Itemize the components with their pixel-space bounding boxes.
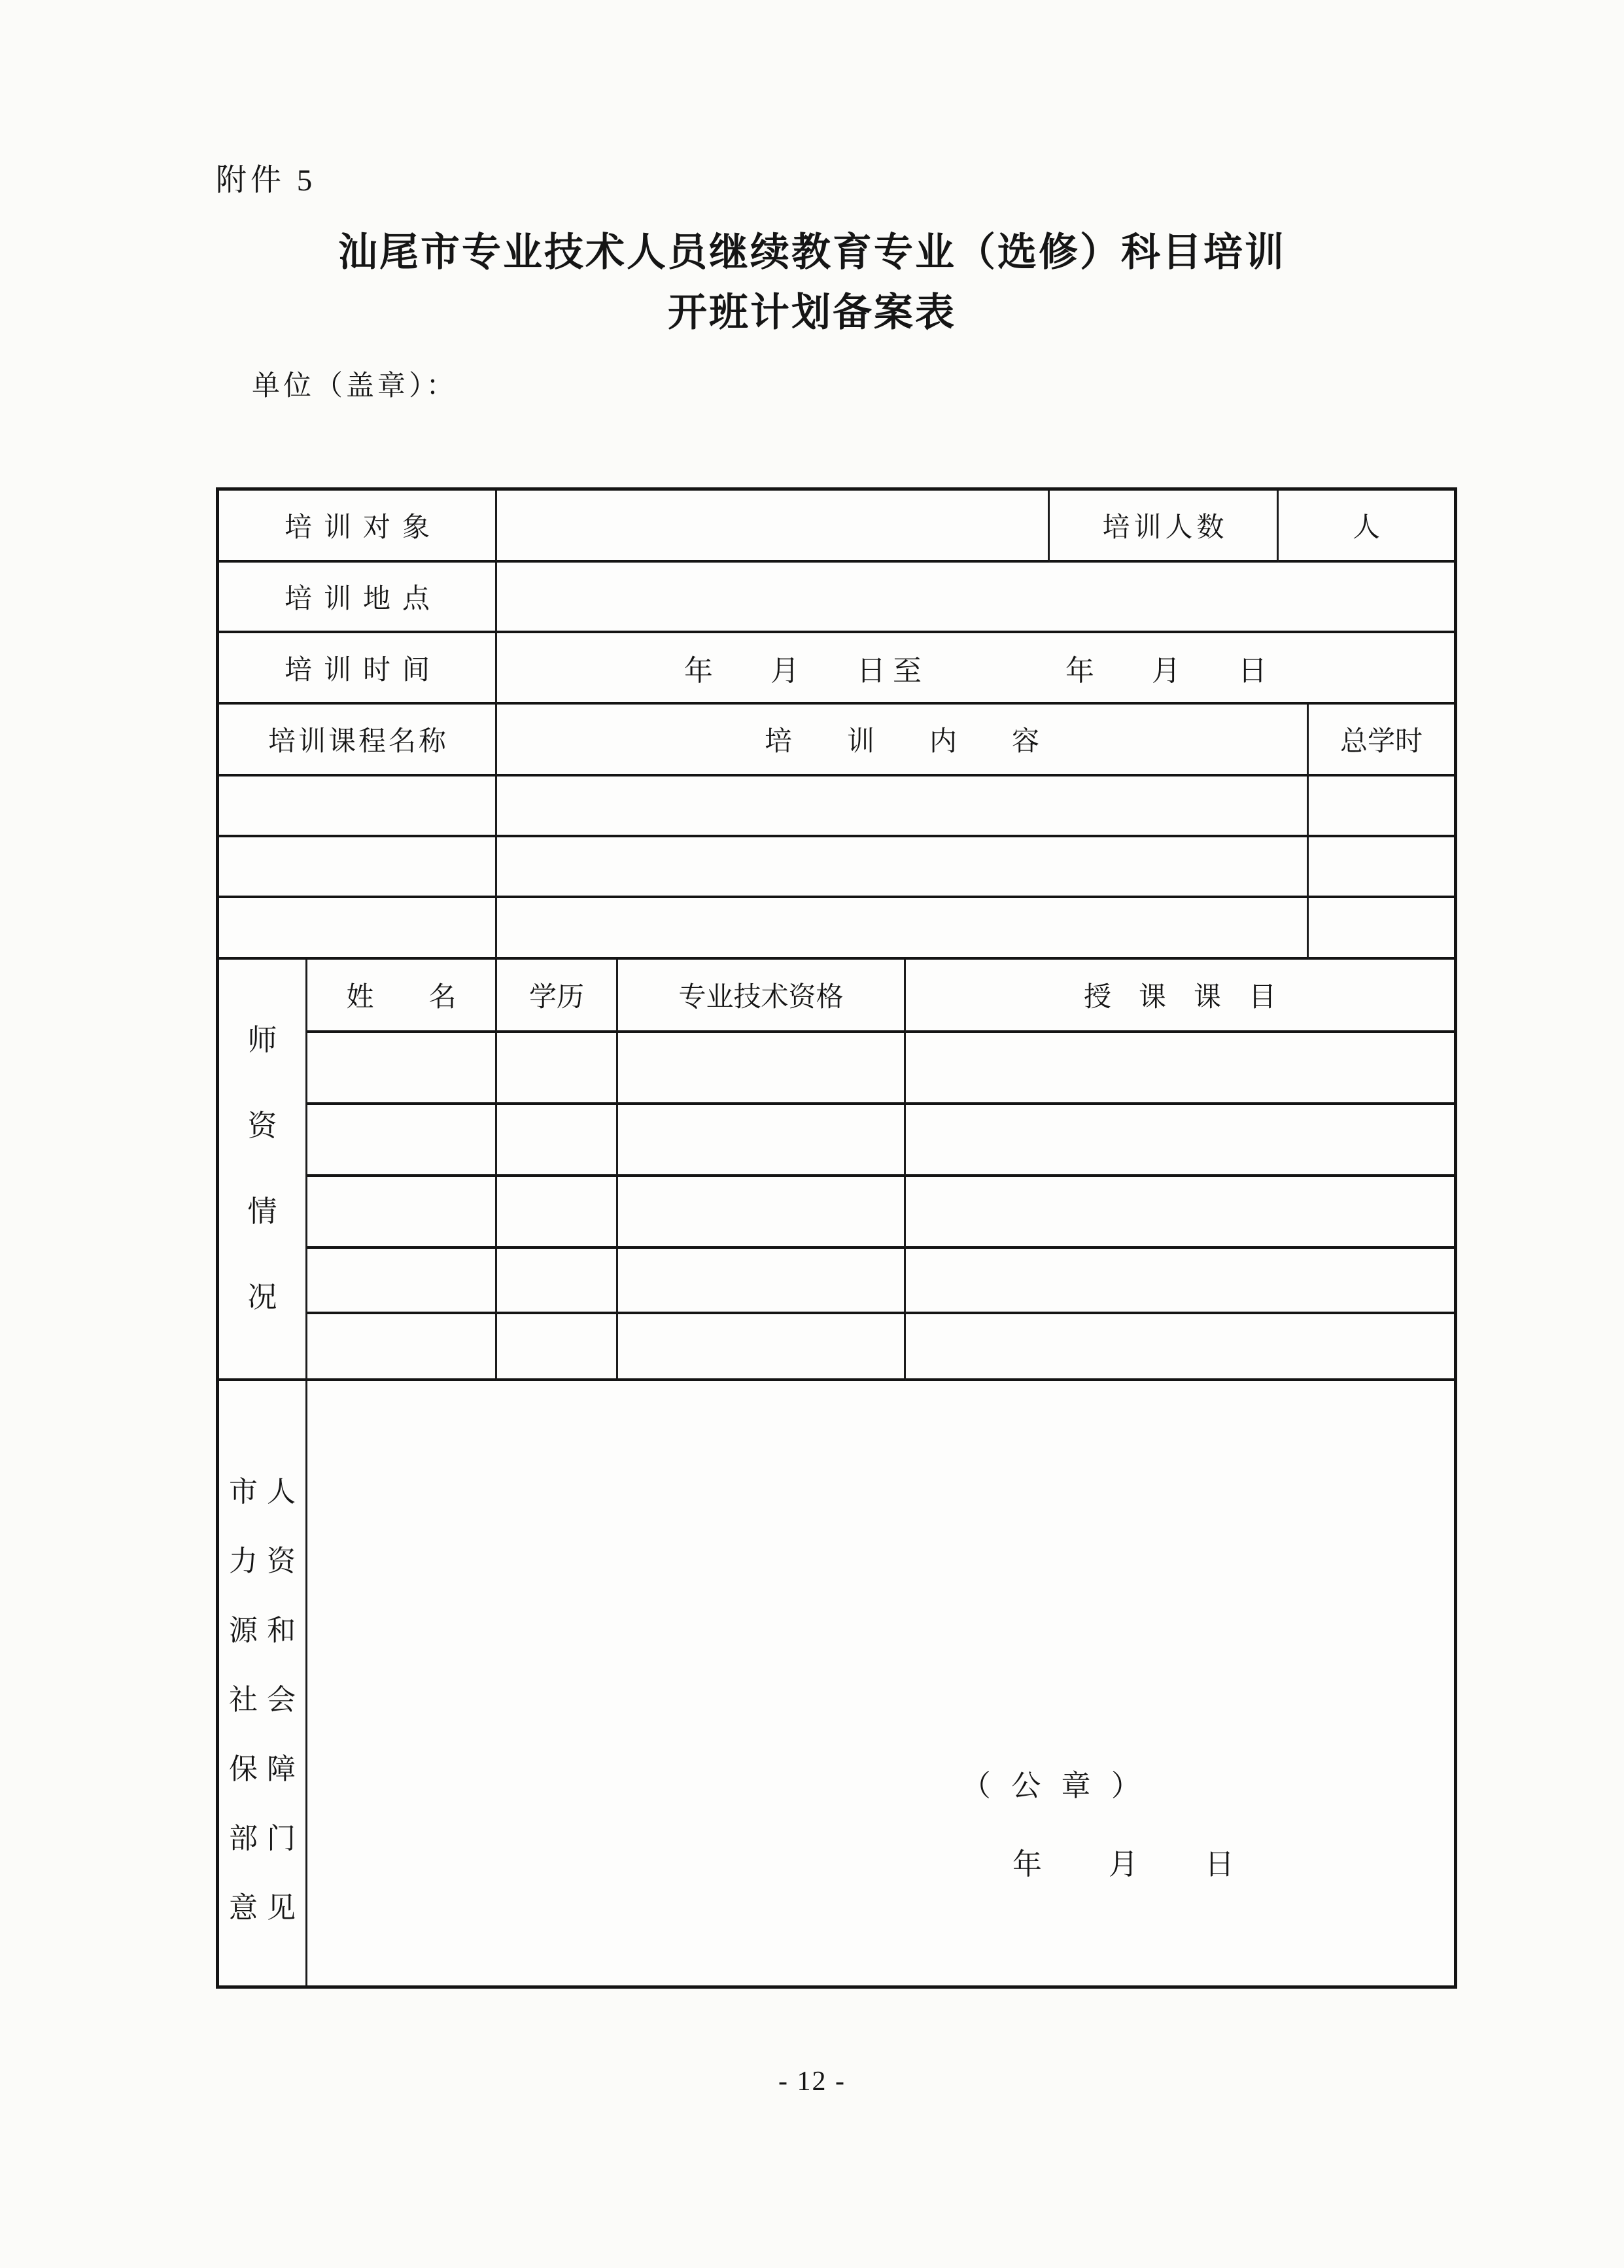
teacher-label-char: 情: [247, 1195, 277, 1228]
official-seal-placeholder: （ 公 章 ）: [961, 1770, 1147, 1802]
teacher-qualification-blank-cell: [618, 1177, 906, 1249]
opinion-label-line: 部门: [229, 1823, 305, 1855]
teacher-subject-blank-cell: [906, 1105, 1454, 1177]
page-number: - 12 -: [778, 2067, 846, 2097]
total-hours-blank-cell: [1309, 837, 1454, 898]
training-target-blank-cell: [497, 491, 1050, 563]
form-title-line1: 汕尾市专业技术人员继续教育专业（选修）科目培训: [338, 231, 1286, 274]
teacher-qualification-blank-cell: [618, 1105, 906, 1177]
training-count-label: 培训人数: [1050, 491, 1279, 563]
course-content-blank-cell: [497, 898, 1309, 960]
teacher-subject-blank-cell: [906, 1033, 1454, 1105]
total-hours-blank-cell: [1309, 898, 1454, 960]
training-time-label: 培训时间: [219, 633, 497, 705]
opinion-label-line: 保障: [229, 1753, 305, 1785]
course-name-blank-cell: [219, 898, 497, 960]
opinion-label-line: 力资: [229, 1545, 305, 1577]
teacher-section-label: [219, 960, 307, 1381]
teacher-education-header: 学历: [497, 960, 618, 1033]
teacher-education-blank-cell: [497, 1314, 618, 1381]
training-filing-form-table: [216, 487, 1457, 1989]
unit-seal-label: 单位（盖章）：: [252, 371, 458, 402]
teacher-education-blank-cell: [497, 1177, 618, 1249]
course-name-label: 培训课程名称: [219, 705, 497, 776]
attachment-label: 附件 5: [216, 164, 317, 198]
teacher-name-blank-cell: [307, 1177, 497, 1249]
teacher-name-blank-cell: [307, 1105, 497, 1177]
course-content-blank-cell: [497, 837, 1309, 898]
teacher-qualification-blank-cell: [618, 1314, 906, 1381]
opinion-label-line: 社会: [229, 1684, 305, 1716]
teacher-qualification-blank-cell: [618, 1033, 906, 1105]
training-time-value: 年 月 日 至 年 月 日: [497, 633, 1454, 705]
course-name-blank-cell: [219, 776, 497, 837]
teacher-label-char: 师: [247, 1024, 277, 1056]
teacher-education-blank-cell: [497, 1249, 618, 1314]
opinion-label-line: 源和: [229, 1614, 305, 1647]
form-title-line2: 开班计划备案表: [668, 291, 956, 334]
hr-department-opinion-label: [219, 1381, 307, 1985]
course-name-blank-cell: [219, 837, 497, 898]
teacher-education-blank-cell: [497, 1033, 618, 1105]
training-location-blank-cell: [497, 563, 1454, 633]
teacher-name-blank-cell: [307, 1249, 497, 1314]
teacher-subject-header: 授 课 课 目: [906, 960, 1454, 1033]
training-target-label: 培训对象: [219, 491, 497, 563]
teacher-name-header: 姓 名: [307, 960, 497, 1033]
teacher-subject-blank-cell: [906, 1314, 1454, 1381]
total-hours-blank-cell: [1309, 776, 1454, 837]
opinion-label-line: 市人: [229, 1476, 305, 1508]
teacher-label-char: 况: [247, 1281, 277, 1314]
total-hours-label: 总学时: [1309, 705, 1454, 776]
teacher-education-blank-cell: [497, 1105, 618, 1177]
opinion-label-line: 意见: [229, 1892, 305, 1924]
teacher-name-blank-cell: [307, 1033, 497, 1105]
opinion-date-placeholder: 年 月 日: [1012, 1848, 1237, 1881]
teacher-subject-blank-cell: [906, 1177, 1454, 1249]
training-count-unit: 人: [1279, 491, 1454, 563]
training-location-label: 培训地点: [219, 563, 497, 633]
teacher-name-blank-cell: [307, 1314, 497, 1381]
hr-department-opinion-area: [307, 1381, 1454, 1985]
teacher-label-char: 资: [247, 1109, 277, 1142]
course-content-label: 培 训 内 容: [497, 705, 1309, 776]
teacher-qualification-header: 专业技术资格: [618, 960, 906, 1033]
teacher-subject-blank-cell: [906, 1249, 1454, 1314]
course-content-blank-cell: [497, 776, 1309, 837]
teacher-qualification-blank-cell: [618, 1249, 906, 1314]
